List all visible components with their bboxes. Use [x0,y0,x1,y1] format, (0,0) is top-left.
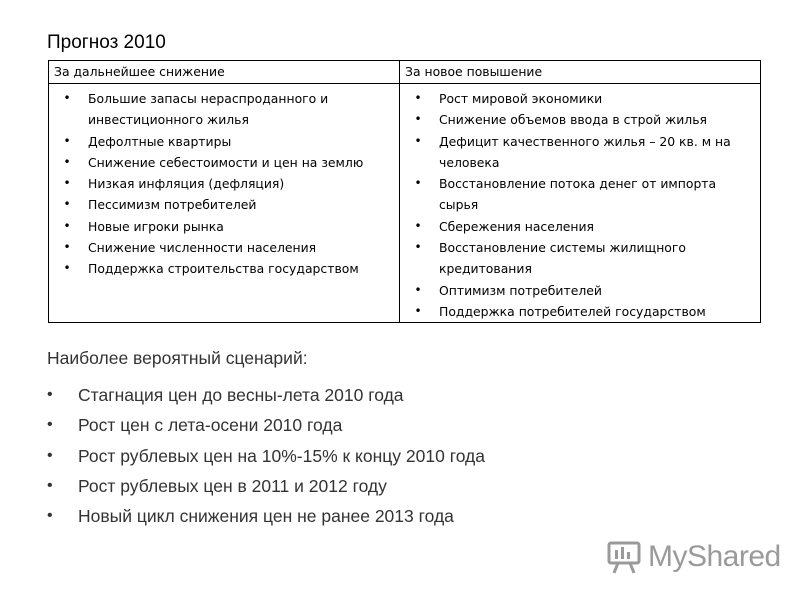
bullet-icon: • [414,91,422,105]
scenario-item [47,414,485,444]
bullet-icon: • [63,218,71,233]
increase-factor-item [406,216,754,237]
increase-factor-item-text: Восстановление потока денег от импорта сырья [439,176,717,213]
bullet-icon: • [414,176,422,191]
bullet-icon: • [63,154,71,169]
bullet-icon: • [414,240,422,255]
decline-factor-item-text: Дефолтные квартиры [88,133,232,149]
decline-factors-cell [49,84,400,323]
increase-factor-item-text: Поддержка потребителей государством [439,303,706,319]
scenario-item [47,445,485,475]
scenario-item-text: Рост рублевых цен на 10%-15% к концу 2010 года [78,445,485,466]
increase-factor-item-text: Рост мировой экономики [439,91,603,106]
bullet-icon: • [47,507,53,525]
bullet-icon: • [63,197,71,212]
decline-factor-item [55,258,393,279]
increase-factor-item [406,131,754,174]
increase-factor-item [406,88,754,109]
scenario-item [47,475,485,505]
scenario-item-text: Рост цен с лета-осени 2010 года [78,415,343,436]
increase-factor-item [406,109,754,130]
increase-factor-item-text: Восстановление системы жилищного кредитования [439,240,686,277]
decline-factor-item-text: Большие запасы нераспроданного и инвестиционного жилья [88,91,329,128]
increase-factor-item-text: Оптимизм потребителей [439,282,602,298]
comparison-table [48,60,761,323]
increase-factor-item [406,280,754,301]
decline-factor-item [55,152,393,173]
bullet-icon: • [414,303,422,318]
decline-factor-item [55,88,393,131]
bullet-icon: • [63,133,71,148]
bullet-icon: • [414,133,422,148]
scenario-list [47,384,485,535]
increase-factors-list [406,88,754,322]
bullet-icon: • [47,386,53,403]
bullet-icon: • [63,261,71,276]
bullet-icon: • [63,240,71,255]
watermark-logo [606,537,781,577]
table-header-row [49,61,761,84]
page-title: Прогноз 2010 [47,32,166,53]
decline-factor-item-text: Поддержка строительства государством [88,261,359,277]
column-header-decline: За дальнейшее снижение [49,61,400,84]
increase-factor-item [406,237,754,280]
decline-factor-item-text: Низкая инфляция (дефляция) [88,176,285,192]
bullet-icon: • [63,176,71,191]
bullet-icon: • [47,476,53,494]
bullet-icon: • [63,91,71,105]
decline-factor-item [55,216,393,237]
increase-factor-item [406,301,754,322]
decline-factor-item [55,173,393,194]
decline-factor-item-text: Новые игроки рынка [88,218,224,234]
scenario-item [47,384,485,414]
decline-factor-item [55,237,393,258]
increase-factor-item-text: Снижение объемов ввода в строй жилья [439,112,707,128]
increase-factor-item-text: Сбережения населения [439,218,595,234]
bullet-icon: • [47,446,53,464]
decline-factors-list [55,88,393,280]
increase-factor-item-text: Дефицит качественного жилья – 20 кв. м на человека [439,133,731,170]
scenario-item-text: Рост рублевых цен в 2011 и 2012 году [78,475,387,496]
scenario-item [47,505,485,535]
scenario-item-text: Стагнация цен до весны-лета 2010 года [78,385,404,405]
decline-factor-item-text: Снижение себестоимости и цен на землю [88,154,364,170]
watermark-text: MyShared [648,540,781,573]
decline-factor-item [55,194,393,215]
column-header-increase: За новое повышение [400,61,761,84]
scenario-item-text: Новый цикл снижения цен не ранее 2013 года [78,506,454,527]
presentation-board-icon [606,539,642,575]
increase-factors-cell [400,84,761,323]
decline-factor-item-text: Снижение численности населения [88,240,317,256]
bullet-icon: • [414,112,422,127]
scenario-heading: Наиболее вероятный сценарий: [47,348,308,368]
bullet-icon: • [414,282,422,297]
bullet-icon: • [414,218,422,233]
increase-factor-item [406,173,754,216]
decline-factor-item [55,131,393,152]
bullet-icon: • [47,416,53,434]
decline-factor-item-text: Пессимизм потребителей [88,197,257,213]
table-body-row [49,84,761,323]
